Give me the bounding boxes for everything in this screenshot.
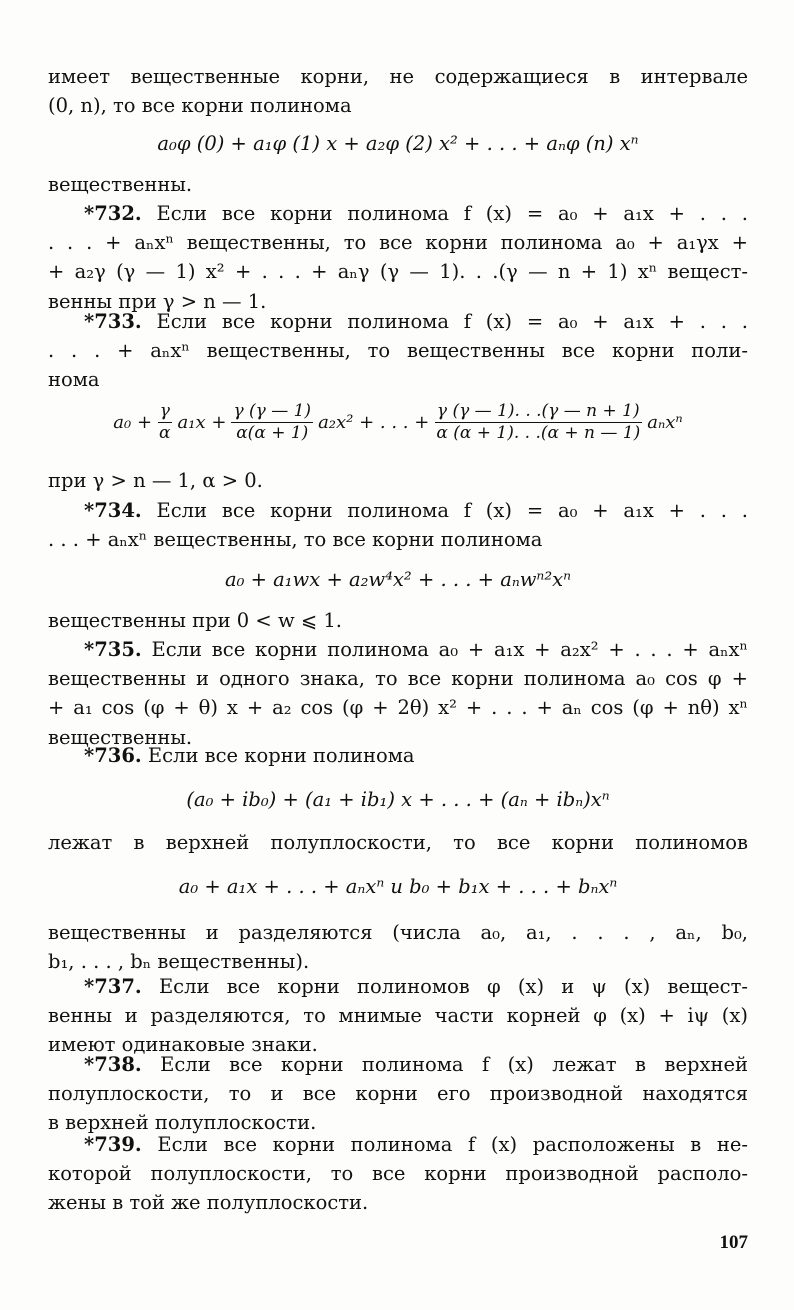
problem-number: *735.	[84, 638, 142, 661]
problem-733: *733. Если все корни полинома f (x) = a₀ + a₁x + . . . . . . + aₙxⁿ вещественны, то вещественны все корни поли- нома	[48, 310, 748, 392]
fraction: $\frac{\gamma}{\alpha}$	[159, 401, 171, 443]
problem-number: *739.	[84, 1133, 142, 1156]
problem-number: *736.	[84, 744, 142, 767]
problem-738: *738. Если все корни полинома f (x) лежат в верхней полуплоскости, то и все корни его производной находятся в верхней полуплоскости.	[48, 1053, 748, 1135]
paragraph-734-end: вещественны при 0 < w ⩽ 1.	[48, 609, 342, 632]
formula-736-b: a₀ + a₁x + . . . + aₙxⁿ и b₀ + b₁x + . . . + bₙxⁿ	[178, 875, 618, 898]
problem-number: *737.	[84, 975, 142, 998]
problem-736: *736. Если все корни полинома	[84, 744, 415, 767]
paragraph-intro-end: вещественны.	[48, 173, 193, 196]
problem-number: *732.	[84, 202, 142, 225]
problem-735: *735. Если все корни полинома a₀ + a₁x + a₂x² + . . . + aₙxⁿ вещественны и одного знака, то все корни полинома a₀ cos φ + + a₁ cos (φ + θ) x + a₂ cos (φ + 2θ) x² + . . . + aₙ cos (φ + nθ) xⁿ вещественны.	[48, 638, 748, 749]
formula-736-a: (a₀ + ib₀) + (a₁ + ib₁) x + . . . + (aₙ + ibₙ)xⁿ	[186, 788, 610, 811]
page-number: 107	[719, 1232, 748, 1253]
paragraph-736-mid: лежат в верхней полуплоскости, то все корни полиномов	[48, 831, 748, 854]
problem-number: *738.	[84, 1053, 142, 1076]
problem-number: *734.	[84, 499, 142, 522]
paragraph-733-end: при γ > n — 1, α > 0.	[48, 469, 263, 492]
problem-732: *732. Если все корни полинома f (x) = a₀ + a₁x + . . . . . . + aₙxⁿ вещественны, то все корни полинома a₀ + a₁γx + + a₂γ (γ — 1) x² + . . . + aₙγ (γ — 1). . .(γ — n + 1) xⁿ вещест- венны при γ > n — 1.	[48, 202, 748, 313]
problem-734: *734. Если все корни полинома f (x) = a₀ + a₁x + . . . . . . + aₙxⁿ вещественны, то все корни полинома	[48, 499, 748, 552]
paragraph-736-end: вещественны и разделяются (числа a₀, a₁, . . . , aₙ, b₀, b₁, . . . , bₙ вещественны).	[48, 921, 748, 974]
problem-number: *733.	[84, 310, 142, 333]
fraction: $\frac{\gamma (\gamma — 1)}{\alpha(\alpha + 1)}$	[233, 401, 312, 443]
formula-734: a₀ + a₁wx + a₂w⁴x² + . . . + aₙwⁿ²xⁿ	[224, 568, 572, 591]
formula-733: a₀ + $\frac{\gamma}{\alpha}$ a₁x + $\frac{\gamma (\gamma — 1)}{\alpha(\alpha + 1)}$ a₂x² + . . . + $\frac{\gamma (\gamma — 1). . .(\gamma — n + 1)}{\alpha (\alpha + 1). . .(\alpha + n — 1)}$ aₙxⁿ	[113, 401, 683, 443]
formula-intro: a₀φ (0) + a₁φ (1) x + a₂φ (2) x² + . . . + aₙφ (n) xⁿ	[157, 132, 639, 155]
problem-739: *739. Если все корни полинома f (x) расположены в не- которой полуплоскости, то все корни производной располо- жены в той же полуплоскости.	[48, 1133, 749, 1215]
problem-737: *737. Если все корни полиномов φ (x) и ψ (x) вещест- венны и разделяются, то мнимые части корней φ (x) + iψ (x) имеют одинаковые знаки.	[48, 975, 748, 1057]
paragraph-intro: имеет вещественные корни, не содержащиеся в интервале (0, n), то все корни полинома	[48, 65, 748, 118]
fraction: $\frac{\gamma (\gamma — 1). . .(\gamma — n + 1)}{\alpha (\alpha + 1). . .(\alpha + n — 1)}$	[436, 401, 641, 443]
